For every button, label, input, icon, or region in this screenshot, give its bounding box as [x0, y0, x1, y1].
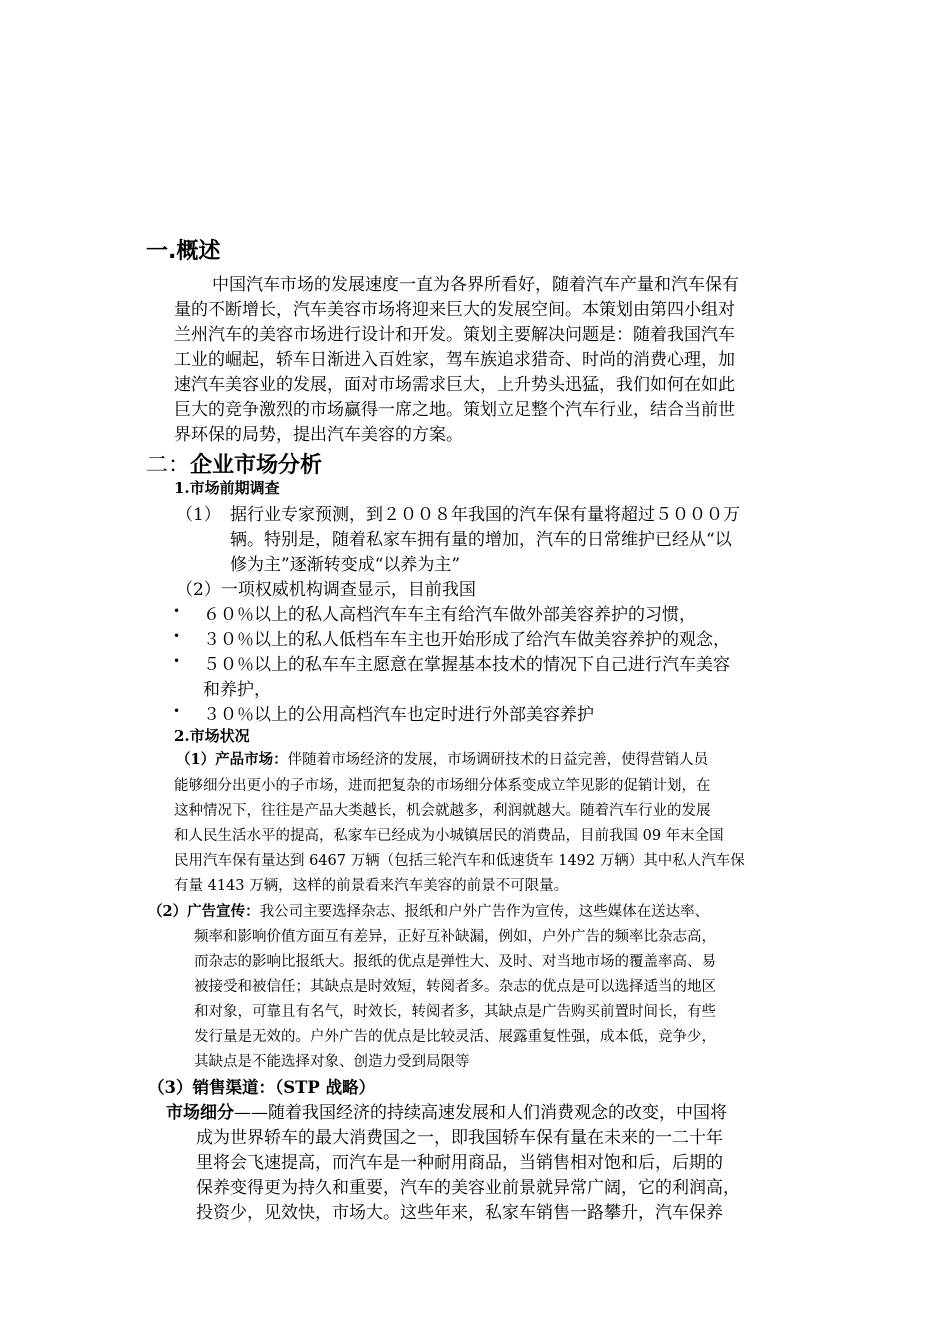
list-item-line: 修为主”逐渐转变成“以养为主”	[230, 555, 461, 575]
paragraph-line: 和对象，可靠且有名气，时效长，转阅者多，其缺点是广告购买前置时间长，有些	[194, 1004, 716, 1020]
bullet-item-continued: 和养护，	[203, 680, 271, 700]
list-item-line: 辆。特别是，随着私家车拥有量的增加，汽车的日常维护已经从“以	[230, 530, 732, 550]
sales-channel-heading: （3）销售渠道：（STP 战略）	[148, 1078, 376, 1097]
product-market-line	[176, 748, 708, 769]
bullet-item: ５０％以上的私车车主愿意在掌握基本技术的情况下自己进行汽车美容	[203, 655, 730, 675]
section-heading-prefix: 二：	[146, 453, 191, 478]
paragraph-line: 被接受和被信任；其缺点是时效短，转阅者多。杂志的优点是可以选择适当的地区	[194, 979, 716, 995]
paragraph-line: 而杂志的影响比报纸大。报纸的优点是弹性大、及时、对当地市场的覆盖率高、易	[194, 954, 716, 970]
bullet-dot: •	[173, 704, 181, 718]
paragraph-line: 界环保的局势，提出汽车美容的方案。	[174, 425, 463, 445]
paragraph-line: 兰州汽车的美容市场进行设计和开发。策划主要解决问题是：随着我国汽车	[174, 325, 735, 345]
section-heading-overview: 一.概述	[146, 239, 221, 264]
paragraph-line: 成为世界轿车的最大消费国之一，即我国轿车保有量在未来的一二十年	[196, 1128, 723, 1148]
paragraph-line: 我公司主要选择杂志、报纸和户外广告作为宣传，这些媒体在送达率、	[259, 904, 710, 920]
list-item-line: 据行业专家预测，到２００８年我国的汽车保有量将超过５０００万	[230, 505, 740, 525]
section-heading-market-analysis	[146, 448, 322, 479]
paragraph-line: 和人民生活水平的提高，私家车已经成为小城镇居民的消费品，目前我国 09 年末全国	[174, 828, 724, 844]
product-market-label: （1）产品市场：	[176, 751, 288, 768]
list-number: （1）	[176, 505, 221, 525]
bullet-item: ６０％以上的私人高档汽车车主有给汽车做外部美容养护的习惯，	[203, 605, 696, 625]
paragraph-line: 发行量是无效的。户外广告的优点是比较灵活、展露重复性强，成本低，竞争少，	[194, 1029, 716, 1045]
paragraph-line: 里将会飞速提高，而汽车是一种耐用商品，当销售相对饱和后，后期的	[196, 1153, 723, 1173]
bullet-dot: •	[173, 654, 181, 668]
paragraph-line: 有量 4143 万辆，这样的前景看来汽车美容的前景不可限量。	[174, 878, 569, 894]
paragraph-line: ——随着我国经济的持续高速发展和人们消费观念的改变，中国将	[234, 1103, 727, 1123]
paragraph-line: 其缺点是不能选择对象、创造力受到局限等	[194, 1054, 470, 1070]
subheading-market-status: 2.市场状况	[174, 727, 250, 745]
subheading-pre-survey: 1.市场前期调查	[174, 479, 280, 497]
paragraph-line: 保养变得更为持久和重要，汽车的美容业前景就异常广阔，它的利润高，	[196, 1178, 740, 1198]
section-heading-text: 企业市场分析	[190, 453, 323, 478]
paragraph-line: 巨大的竞争激烈的市场赢得一席之地。策划立足整个汽车行业，结合当前世	[174, 400, 735, 420]
market-segmentation-label: 市场细分	[166, 1103, 234, 1123]
paragraph-line: 民用汽车保有量达到 6467 万辆（包括三轮汽车和低速货车 1492 万辆）其中私人汽车保	[174, 853, 745, 869]
bullet-dot: •	[173, 629, 181, 643]
paragraph-line: 中国汽车市场的发展速度一直为各界所看好，随着汽车产量和汽车保有	[212, 275, 739, 295]
bullet-item: ３０％以上的私人低档车车主也开始形成了给汽车做美容养护的观念，	[203, 630, 730, 650]
bullet-item: ３０％以上的公用高档汽车也定时进行外部美容养护	[203, 705, 594, 725]
paragraph-line: 速汽车美容业的发展，面对市场需求巨大，上升势头迅猛，我们如何在如此	[174, 375, 735, 395]
advertising-label: （2）广告宣传：	[148, 903, 260, 920]
paragraph-line: 频率和影响价值方面互有差异，正好互补缺漏，例如，户外广告的频率比杂志高，	[194, 929, 716, 945]
advertising-line	[148, 900, 709, 921]
paragraph-line: 工业的崛起，轿车日渐进入百姓家，驾车族追求猎奇、时尚的消费心理，加	[174, 350, 735, 370]
paragraph-line: 伴随着市场经济的发展，市场调研技术的日益完善，使得营销人员	[287, 752, 709, 768]
list-item-line: （2）一项权威机构调查显示，目前我国	[176, 580, 476, 600]
paragraph-line: 能够细分出更小的子市场，进而把复杂的市场细分体系变成立竿见影的促销计划，在	[174, 778, 711, 794]
paragraph-line: 量的不断增长，汽车美容市场将迎来巨大的发展空间。本策划由第四小组对	[174, 300, 735, 320]
paragraph-line: 投资少，见效快，市场大。这些年来，私家车销售一路攀升，汽车保养	[196, 1203, 723, 1223]
market-segmentation-line	[166, 1098, 727, 1123]
paragraph-line: 这种情况下，往往是产品大类越长，机会就越多，利润就越大。随着汽车行业的发展	[174, 803, 711, 819]
bullet-dot: •	[173, 604, 181, 618]
